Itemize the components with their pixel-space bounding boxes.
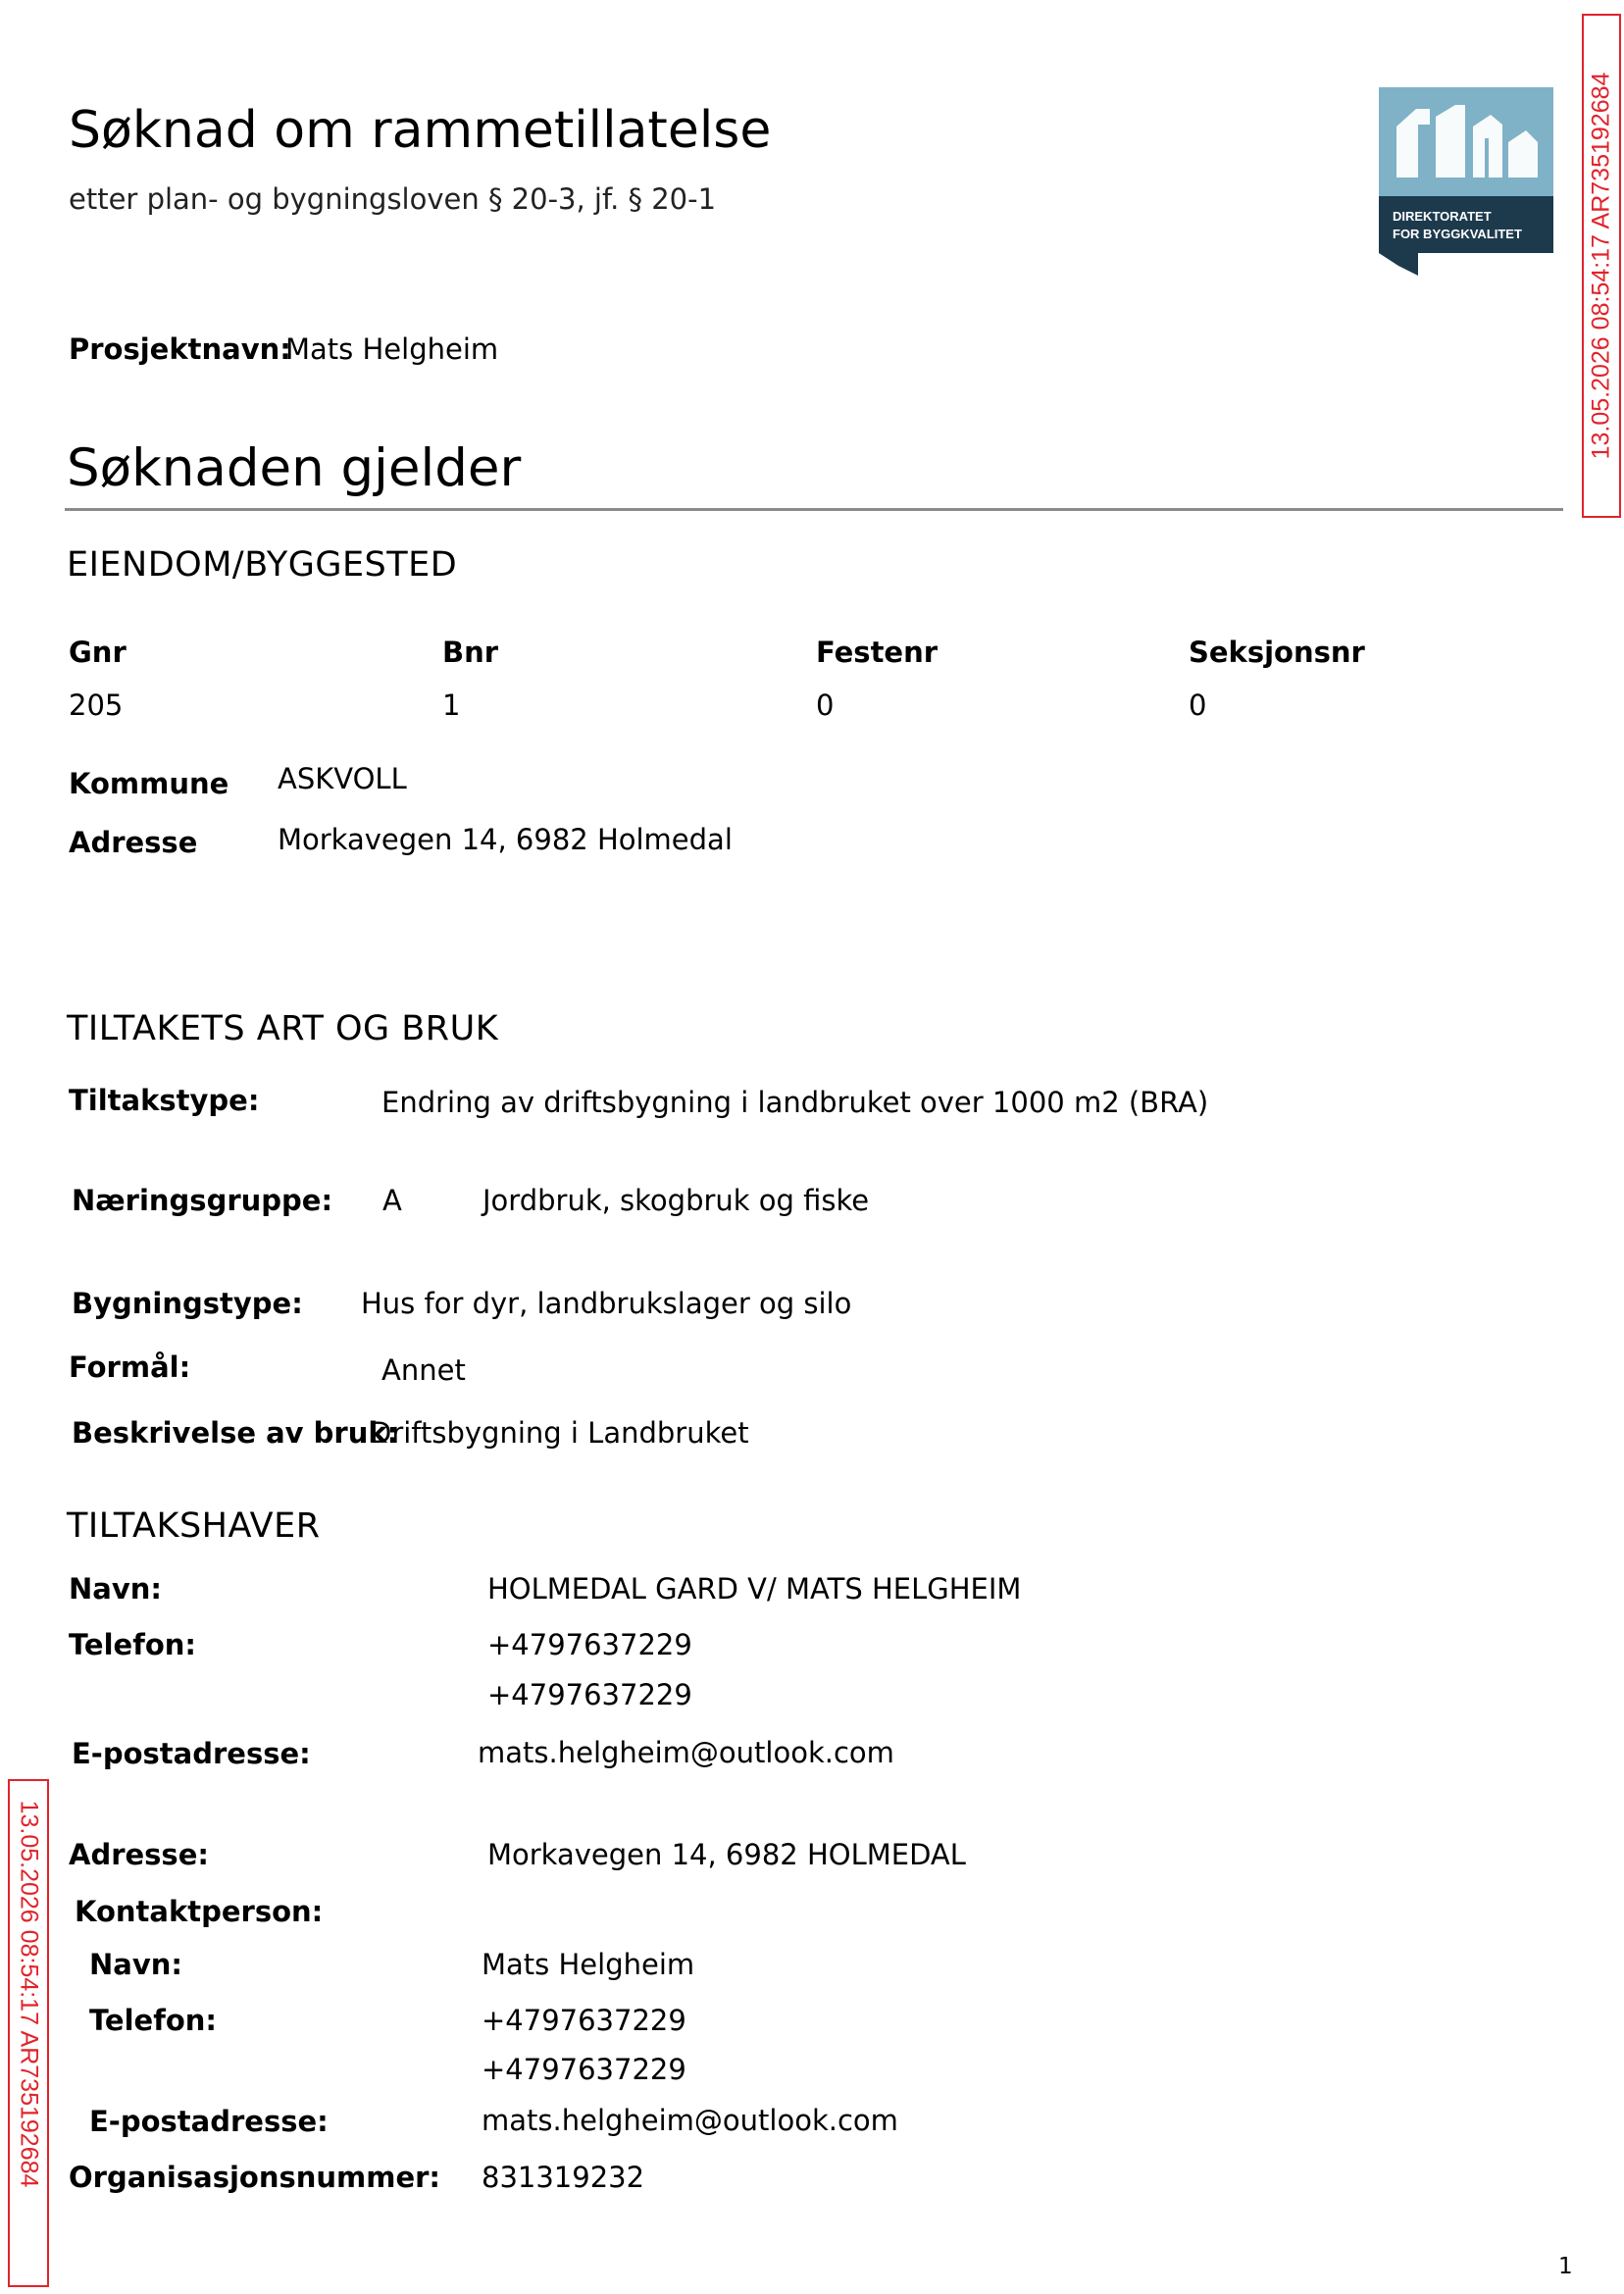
- applicant-phone-label: Telefon:: [69, 1628, 196, 1661]
- property-heading: EIENDOM/BYGGESTED: [67, 545, 458, 585]
- applicant-heading: TILTAKSHAVER: [67, 1506, 321, 1546]
- applicant-email-value: mats.helgheim@outlook.com: [478, 1736, 894, 1769]
- applicant-email-label: E-postadresse:: [72, 1737, 311, 1770]
- contact-email-label: E-postadresse:: [89, 2105, 329, 2138]
- formal-value: Annet: [381, 1353, 466, 1387]
- applicant-phone-2: +4797637229: [487, 1678, 692, 1711]
- project-name-value: Mats Helgheim: [285, 332, 499, 366]
- naeringsgruppe-code: A: [382, 1184, 402, 1217]
- logo-bottom-panel: [1379, 196, 1553, 253]
- section-title: Søknaden gjelder: [67, 438, 522, 498]
- document-subtitle: etter plan- og bygningsloven § 20-3, jf. § 20-1: [69, 182, 717, 216]
- seksjonsnr-label: Seksjonsnr: [1189, 636, 1365, 669]
- project-name-label: Prosjektnavn:: [69, 332, 291, 366]
- seksjonsnr-value: 0: [1189, 688, 1207, 722]
- org-number-label: Organisasjonsnummer:: [69, 2161, 441, 2194]
- gnr-value: 205: [69, 688, 124, 722]
- gnr-label: Gnr: [69, 636, 127, 669]
- contact-phone-label: Telefon:: [89, 2004, 217, 2037]
- document-title: Søknad om rammetillatelse: [69, 101, 772, 160]
- adresse-label: Adresse: [69, 826, 198, 859]
- stamp-text-bottom: 13.05.2026 08:54:17 AR735192684: [15, 1800, 43, 2188]
- bnr-value: 1: [442, 688, 461, 722]
- bnr-label: Bnr: [442, 636, 499, 669]
- festenr-value: 0: [816, 688, 835, 722]
- logo-text-line2: FOR BYGGKVALITET: [1393, 227, 1522, 241]
- naeringsgruppe-value: Jordbruk, skogbruk og fiske: [482, 1184, 870, 1217]
- dibk-logo-graphic: [1379, 87, 1553, 276]
- bygningstype-value: Hus for dyr, landbrukslager og silo: [361, 1287, 852, 1320]
- kommune-value: ASKVOLL: [278, 762, 407, 795]
- applicant-address-label: Adresse:: [69, 1838, 209, 1871]
- applicant-name-value: HOLMEDAL GARD V/ MATS HELGHEIM: [487, 1572, 1022, 1606]
- contact-email-value: mats.helgheim@outlook.com: [482, 2104, 898, 2137]
- contact-phone-2: +4797637229: [482, 2053, 686, 2086]
- applicant-phone-1: +4797637229: [487, 1628, 692, 1661]
- kommune-label: Kommune: [69, 767, 229, 800]
- page-number: 1: [1558, 2254, 1573, 2279]
- org-number-value: 831319232: [482, 2161, 645, 2194]
- contact-person-label: Kontaktperson:: [75, 1895, 324, 1928]
- logo-text-line1: DIREKTORATET: [1393, 209, 1492, 224]
- contact-phone-1: +4797637229: [482, 2004, 686, 2037]
- beskrivelse-label: Beskrivelse av bruk:: [72, 1416, 399, 1450]
- timestamp-stamp-bottom: [8, 1779, 49, 2287]
- contact-name-value: Mats Helgheim: [482, 1948, 695, 1981]
- tiltakstype-label: Tiltakstype:: [69, 1084, 260, 1117]
- formal-label: Formål:: [69, 1351, 191, 1384]
- dibk-logo: [1379, 87, 1553, 276]
- bygningstype-label: Bygningstype:: [72, 1287, 303, 1320]
- applicant-name-label: Navn:: [69, 1572, 162, 1606]
- timestamp-stamp-top: [1582, 14, 1621, 518]
- adresse-value: Morkavegen 14, 6982 Holmedal: [278, 823, 733, 856]
- measure-heading: TILTAKETS ART OG BRUK: [67, 1009, 499, 1048]
- tiltakstype-value: Endring av driftsbygning i landbruket over 1000 m2 (BRA): [381, 1086, 1209, 1119]
- naeringsgruppe-label: Næringsgruppe:: [72, 1184, 333, 1217]
- contact-name-label: Navn:: [89, 1948, 182, 1981]
- beskrivelse-value: Driftsbygning i Landbruket: [370, 1416, 749, 1450]
- section-divider: [65, 508, 1563, 511]
- applicant-address-value: Morkavegen 14, 6982 HOLMEDAL: [487, 1838, 966, 1871]
- stamp-text-top: 13.05.2026 08:54:17 AR735192684: [1587, 72, 1615, 460]
- festenr-label: Festenr: [816, 636, 939, 669]
